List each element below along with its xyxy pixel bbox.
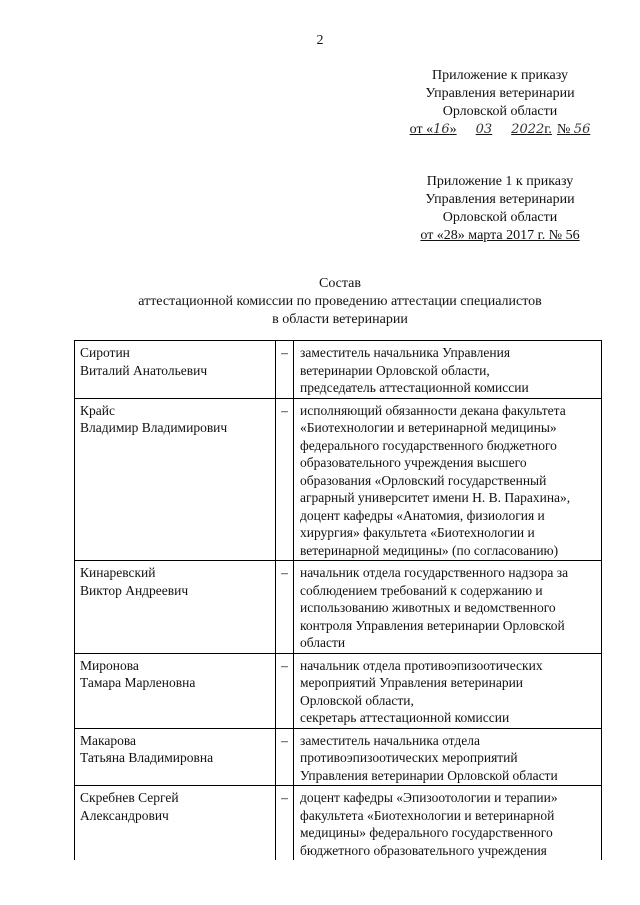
dash-cell: – [276,398,294,561]
member-name-line: Кинаревский [80,565,156,580]
member-position-line: соблюдением требований к содержанию и [300,582,543,598]
member-name-line: Крайс [80,402,115,418]
handwritten-number: 56 [573,122,591,137]
dash-cell: – [276,653,294,728]
appendix-date: от «28» марта 2017 г. № 56 [420,228,580,243]
title-line: аттестационной комиссии по проведению аттестации специалистов [138,294,542,309]
member-position-line: Управления ветеринарии Орловской области [300,767,558,783]
member-position-line: хирургия» факультета «Биотехнологии и [300,525,535,540]
member-position-line: факультета «Биотехнологии и ветеринарной [300,807,555,823]
commission-table-body [75,341,602,861]
member-position-line: бюджетного образовательного учреждения [300,842,547,858]
member-position-cell [294,728,602,786]
member-name-line: Скребнев Сергей [80,790,179,805]
member-row [75,728,602,786]
member-position-line: секретарь аттестационной комиссии [300,710,510,725]
member-position-cell [294,561,602,654]
member-position-line: использованию животных и ведомственного [300,600,556,615]
member-position-line: начальник отдела противоэпизоотических [300,657,543,673]
member-position-line: мероприятий Управления ветеринарии [300,675,524,690]
title-line: в области ветеринарии [272,312,408,327]
member-position-line: заместитель начальника Управления [300,345,511,360]
member-position-line: исполняющий обязанности декана факультета [300,402,566,418]
member-name-cell [75,561,276,654]
member-name-line: Макарова [80,732,137,748]
appendix-line: Управления ветеринарии [425,86,575,101]
member-position-line: аграрный университет имени Н. В. Парахина», [300,490,571,505]
member-position-line: медицины» федерального государственного [300,825,553,840]
member-name-cell [75,341,276,399]
dash-cell: – [276,786,294,861]
dash-cell: – [276,561,294,654]
member-position-line: доцент кафедры «Эпизоотологии и терапии» [300,790,558,805]
member-row [75,786,602,861]
appendix-date-line [400,121,600,139]
member-position-line: «Биотехнологии и ветеринарной медицины» [300,420,557,435]
dash-cell: – [276,341,294,399]
handwritten-day: 16 [433,122,450,137]
member-name-cell [75,653,276,728]
member-name-line: Александрович [80,807,169,823]
number-label: № [556,122,571,137]
commission-table [74,340,602,860]
member-name-line: Виктор Андреевич [80,582,189,598]
appendix-line: Приложение 1 к приказу [426,174,574,189]
member-position-cell [294,653,602,728]
member-name-line: Миронова [80,657,139,673]
member-position-line: начальник отдела государственного надзора за [300,565,569,580]
appendix-line: Приложение к приказу [432,68,568,83]
appendix-line: Орловской области [442,104,558,119]
member-name-cell [75,398,276,561]
member-position-line: ветеринарии Орловской области, [300,362,490,378]
member-position-line: заместитель начальника отдела [300,732,480,748]
handwritten-year: 2022 [511,122,545,137]
appendix-line: Управления ветеринарии [425,192,575,207]
member-name-line: Виталий Анатольевич [80,362,208,378]
document-title [100,275,580,329]
member-row [75,653,602,728]
member-row [75,398,602,561]
member-position-line: ветеринарной медицины» (по согласованию) [300,542,559,558]
member-position-line: образования «Орловский государственный [300,472,547,488]
member-name-line: Татьяна Владимировна [80,750,214,765]
page-number: 2 [316,33,324,48]
member-position-line: федерального государственного бюджетного [300,437,557,453]
year-suffix: г. [544,122,552,137]
member-position-line: Орловской области, [300,692,414,708]
member-name-line: Сиротин [80,345,130,360]
appendix-line: Орловской области [442,210,558,225]
dash-cell: – [276,728,294,786]
date-prefix: от « [409,122,434,137]
member-position-line: контроля Управления ветеринарии Орловской [300,617,565,633]
handwritten-month: 03 [475,122,493,137]
appendix-header-original [400,173,600,245]
title-line: Состав [318,276,361,291]
member-position-cell [294,786,602,861]
member-position-cell [294,398,602,561]
date-close: » [449,122,457,137]
member-row [75,561,602,654]
member-position-line: доцент кафедры «Анатомия, физиология и [300,507,545,523]
member-name-line: Тамара Марленовна [80,675,196,690]
member-position-cell [294,341,602,399]
member-position-line: противоэпизоотических мероприятий [300,750,518,765]
member-position-line: области [300,635,346,650]
member-name-line: Владимир Владимирович [80,420,228,435]
appendix-header-current [400,67,600,139]
member-position-line: образовательного учреждения высшего [300,455,527,470]
member-position-line: председатель аттестационной комиссии [300,380,529,395]
member-name-cell [75,786,276,861]
member-name-cell [75,728,276,786]
member-row [75,341,602,399]
